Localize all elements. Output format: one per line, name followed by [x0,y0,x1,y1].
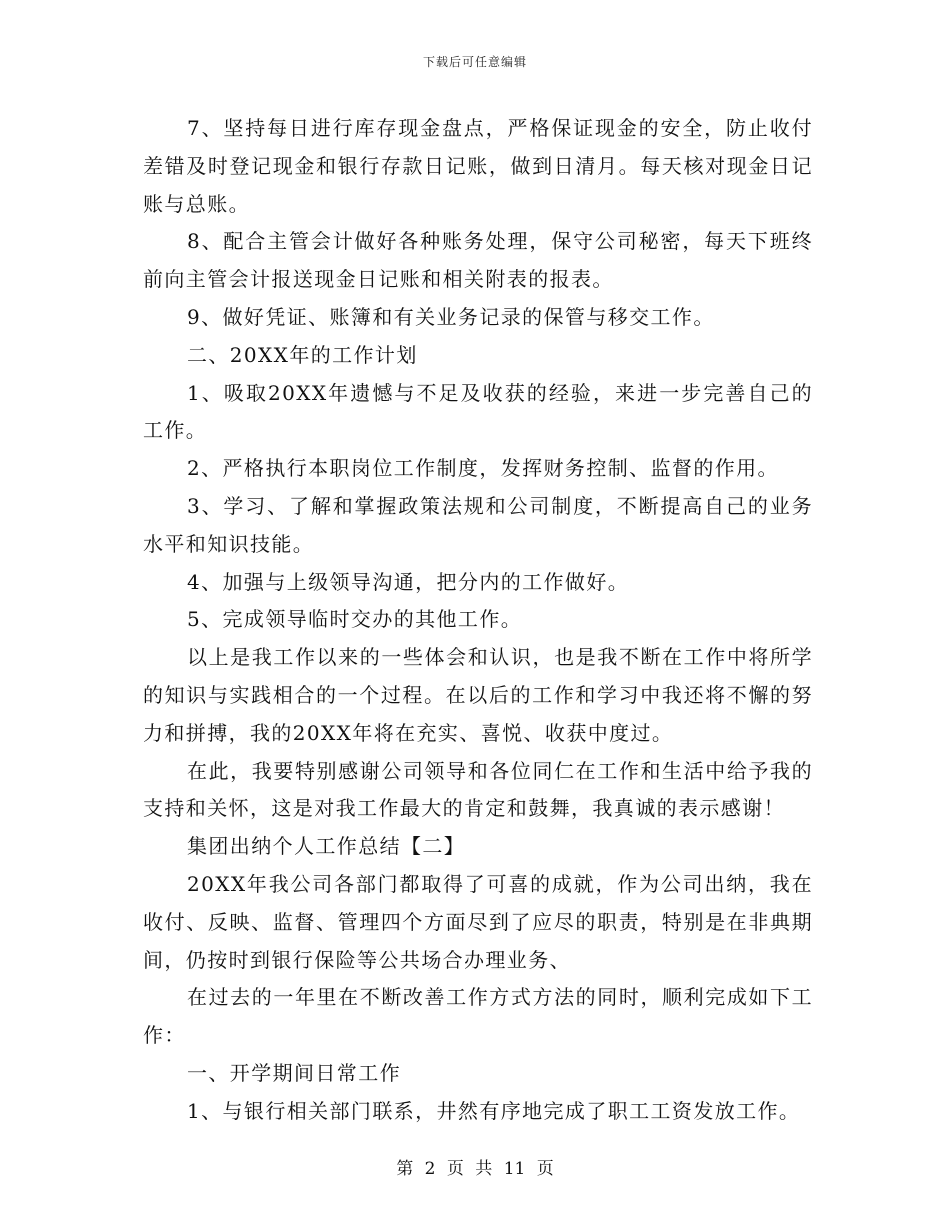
plan-item-5: 5、完成领导临时交办的其他工作。 [187,607,523,632]
paragraph-item-8: 8、配合主管会计做好各种账务处理，保守公司秘密，每天下班终前向主管会计报送现金日记账和相关附表的报表。 [143,229,813,292]
summary-lead-paragraph: 在过去的一年里在不断改善工作方式方法的同时，顺利完成如下工作： [143,985,813,1048]
page-number-footer: 第 2 页 共 11 页 [396,1159,554,1179]
section-heading-work-plan: 二、20XX年的工作计划 [187,342,418,367]
page-header: 下载后可任意编辑 [422,55,527,69]
paragraph-item-7: 7、坚持每日进行库存现金盘点，严格保证现金的安全，防止收付差错及时登记现金和银行存款日记账，做到日清月。每天核对现金日记账与总账。 [143,116,813,216]
plan-item-1: 1、吸取20XX年遗憾与不足及收获的经验，来进一步完善自己的工作。 [143,380,813,443]
section-heading-daily-work: 一、开学期间日常工作 [187,1060,401,1085]
document-title-part-two: 集团出纳个人工作总结【二】 [187,834,466,859]
paragraph-item-9: 9、做好凭证、账簿和有关业务记录的保管与移交工作。 [187,304,715,329]
intro-paragraph: 20XX年我公司各部门都取得了可喜的成就，作为公司出纳，我在收付、反映、监督、管理四个方面尽到了应尽的职责，特别是在非典期间，仍按时到银行保险等公共场合办理业务、 [143,871,813,972]
thanks-paragraph: 在此，我要特别感谢公司领导和各位同仁在工作和生活中给予我的支持和关怀，这是对我工作最大的肯定和鼓舞，我真诚的表示感谢！ [143,758,813,821]
document-body [143,110,813,1131]
plan-item-2: 2、严格执行本职岗位工作制度，发挥财务控制、监督的作用。 [187,456,779,481]
daily-work-item-1: 1、与银行相关部门联系，井然有序地完成了职工工资发放工作。 [187,1098,801,1123]
conclusion-paragraph: 以上是我工作以来的一些体会和认识，也是我不断在工作中将所学的知识与实践相合的一个过程。在以后的工作和学习中我还将不懈的努力和拼搏，我的20XX年将在充实、喜悦、收获中度过。 [143,645,813,745]
plan-item-4: 4、加强与上级领导沟通，把分内的工作做好。 [187,569,630,594]
plan-item-3: 3、学习、了解和掌握政策法规和公司制度，不断提高自己的业务水平和知识技能。 [143,493,813,556]
